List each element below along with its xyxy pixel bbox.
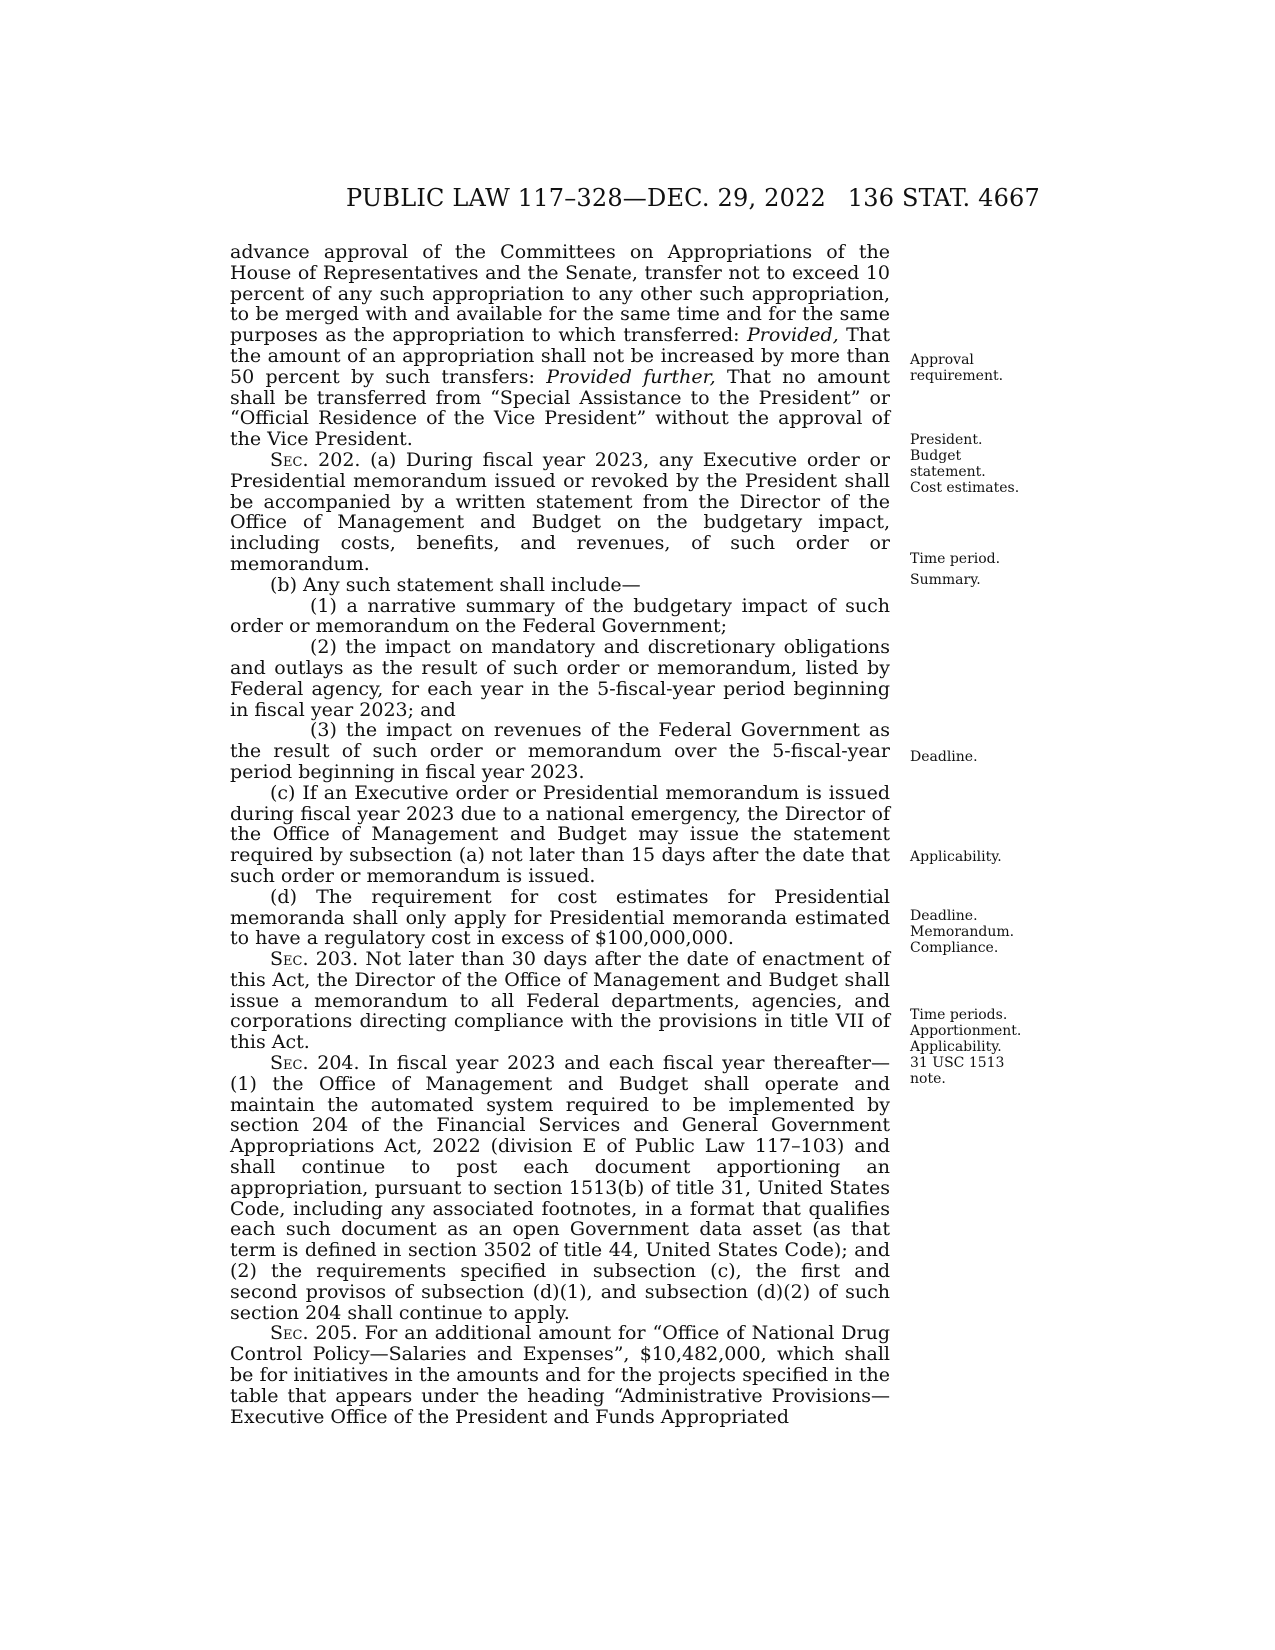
margin-note-deadline: Deadline.	[910, 749, 978, 765]
running-title: PUBLIC LAW 117–328—DEC. 29, 2022	[346, 184, 827, 212]
margin-note-applicability: Applicability.	[910, 849, 1002, 865]
page-header	[230, 184, 1040, 224]
margin-note-time-period: Time period.	[910, 551, 1001, 567]
stat-page-number: 136 STAT. 4667	[847, 184, 1040, 212]
paragraph-sec-202b: (b) Any such statement shall include—	[270, 573, 641, 596]
paragraph-sec-202c: (c) If an Executive order or Presidential memorandum is issued during fiscal year 2023 due to a national emergency, the Director of the Office of Management and Budget may issue the statement required by subsection (a) not later than 15 days after the date that such order or memorandum is issued.	[230, 781, 890, 887]
paragraph-sec-205: Sec. 205. For an additional amount for “Office of National Drug Control Policy—Salaries and Expenses”, $10,482,000, which shall be for initiatives in the amounts and for the projects specified in the table that appears under the heading “Administrative Provisions—Executive Office of the President and Funds Appropriated	[230, 1322, 890, 1428]
margin-note-president-budget: President. Budget statement. Cost estimates.	[910, 432, 1020, 496]
paragraph-sec-202b1: (1) a narrative summary of the budgetary impact of such order or memorandum on the Federal Government;	[230, 594, 890, 638]
margin-note-summary: Summary.	[910, 572, 981, 588]
document-body	[230, 242, 890, 1427]
paragraph-sec-203: Sec. 203. Not later than 30 days after the date of enactment of this Act, the Director of the Office of Management and Budget shall issue a memorandum to all Federal departments, agencies, and corporations directing compliance with the provisions in title VII of this Act.	[230, 948, 890, 1054]
paragraph-sec-204: Sec. 204. In fiscal year 2023 and each fiscal year thereafter— (1) the Office of Management and Budget shall operate and maintain the automated system required to be implemented by section 204 of the Financial Services and General Government Appropriations Act, 2022 (division E of Public Law 117–103) and shall continue to post each document apportioning an appropriation, pursuant to section 1513(b) of title 31, United States Code, including any associated footnotes, in a format that qualifies each such document as an open Government data asset (as that term is defined in section 3502 of title 44, United States Code); and (2) the requirements specified in subsection (c), the first and second provisos of subsection (d)(1), and subsection (d)(2) of such section 204 shall continue to apply.	[230, 1052, 890, 1324]
paragraph-transfer-authority: advance approval of the Committees on Appropriations of the House of Representatives and the Senate, transfer not to exceed 10 percent of any such appropriation to any other such appropriation, to be merged with and available for the same time and for the same purposes as the appropriation to which transferred: Provided, That the amount of an appropriation shall not be increased by more than 50 percent by such transfers: Provided further, That no amount shall be transferred from “Special Assistance to the President” or “Official Residence of the Vice President” without the approval of the Vice President.	[230, 241, 890, 451]
paragraph-sec-202d: (d) The requirement for cost estimates for Presidential memoranda shall only apply for Presidential memoranda estimated to have a regulatory cost in excess of $100,000,000.	[230, 885, 890, 950]
paragraph-sec-202b3: (3) the impact on revenues of the Federal Government as the result of such order or memorandum over the 5-fiscal-year period beginning in fiscal year 2023.	[230, 719, 890, 783]
paragraph-sec-202a: Sec. 202. (a) During fiscal year 2023, any Executive order or Presidential memorandum issued or revoked by the President shall be accompanied by a written statement from the Director of the Office of Management and Budget on the budgetary impact, including costs, benefits, and revenues, of such order or memorandum.	[230, 448, 890, 575]
paragraph-sec-202b2: (2) the impact on mandatory and discretionary obligations and outlays as the result of such order or memorandum, listed by Federal agency, for each year in the 5-fiscal-year period beginning in fiscal year 2023; and	[230, 636, 890, 721]
margin-note-deadline-memorandum: Deadline. Memorandum. Compliance.	[910, 908, 1015, 956]
margin-note-time-periods-usc: Time periods. Apportionment. Applicability. 31 USC 1513 note.	[910, 1007, 1022, 1087]
margin-note-approval: Approval requirement.	[910, 352, 1004, 384]
